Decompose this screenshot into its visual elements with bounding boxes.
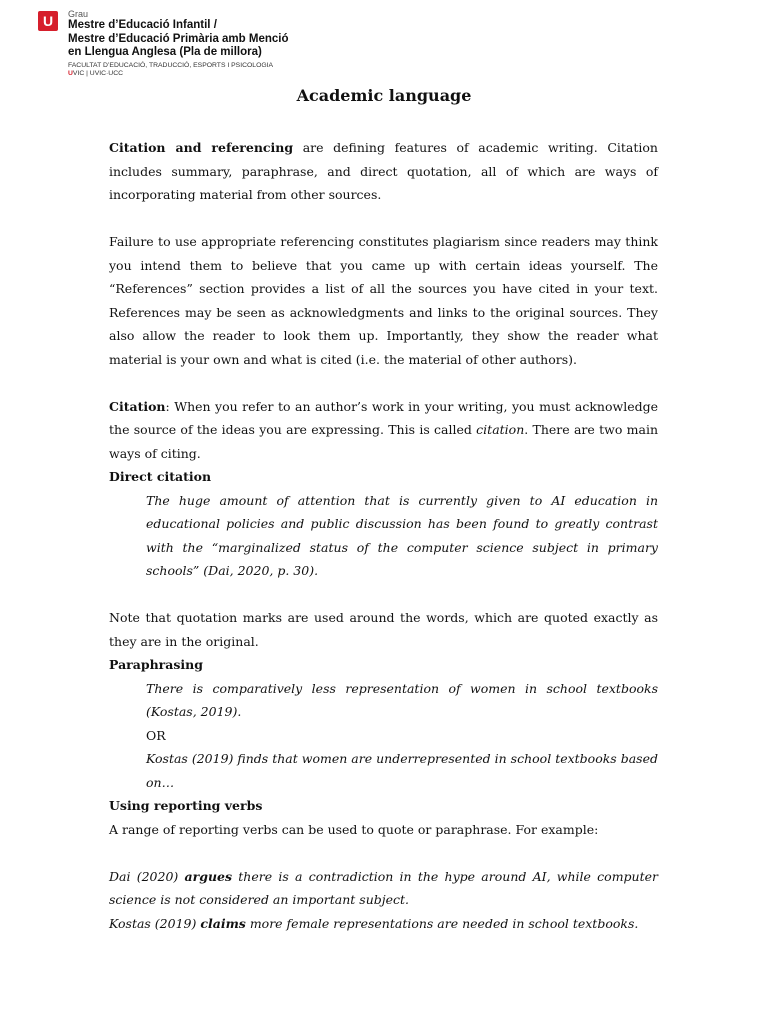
university-name: [68, 70, 338, 78]
program-line-2: Mestre d’Educació Primària amb Menció: [68, 32, 289, 45]
example-text: Kostas (2019): [109, 915, 201, 931]
page-title: Academic language: [296, 86, 472, 105]
paraphrase-or: OR: [146, 727, 166, 743]
quotation-note: Note that quotation marks are used around the words, which are quoted exactly as they are in the original.: [109, 610, 658, 649]
paraphrase-example-1: There is comparatively less representation of women in school textbooks (Kostas, 2019).: [146, 680, 658, 719]
example-text: there is a contradiction in the hype around AI, while computer science is not considered an important subject.: [109, 868, 658, 907]
direct-citation-quote: The huge amount of attention that is currently given to AI education in educational policies and public discussion has been found to greatly contrast with the “marginalized status of the computer science subject in primary schools” (Dai, 2020, p. 30).: [146, 492, 658, 578]
paragraph-text: : When you refer to an author’s work in your writing, you must acknowledge the source of the ideas you are expressing. This is called: [109, 398, 658, 437]
paragraph-text: are defining features of academic writing. Citation includes summary, paraphrase, and direct quotation, all of which are ways of incorporating material from other sources.: [109, 140, 658, 202]
university-logo: U: [38, 11, 58, 31]
paragraph-text: . There are two main ways of citing.: [109, 422, 658, 461]
program-line-1: Mestre d’Educació Infantil /: [68, 19, 217, 31]
example-text: more female representations are needed in school textbooks.: [245, 915, 639, 931]
degree-label: Grau: [68, 9, 89, 19]
paragraph-plagiarism: Failure to use appropriate referencing constitutes plagiarism since readers may think you intend them to believe that you came up with certain ideas yourself. The “References” section provides a list of all the sources you have cited in your text. References may be seen as acknowledgments and links to the original sources. They also allow the reader to look them up. Importantly, they show the reader what material is your own and what is cited (i.e. the material of other authors).: [109, 234, 658, 367]
paragraph-citation-definition: [109, 395, 658, 466]
heading-reporting-verbs: Using reporting verbs: [109, 798, 263, 813]
bold-term: Citation: [109, 398, 166, 414]
program-line-3: en Llengua Anglesa (Pla de millora): [68, 46, 262, 58]
uvic-brand-letter: U: [68, 69, 73, 77]
heading-paraphrasing: Paraphrasing: [109, 657, 203, 672]
paragraph-citation-referencing: [109, 136, 658, 207]
document-body: [109, 136, 658, 935]
reporting-verb: claims: [200, 915, 246, 931]
reporting-example-2: [109, 912, 658, 936]
heading-direct-citation: Direct citation: [109, 469, 212, 484]
faculty-name: FACULTAT D’EDUCACIÓ, TRADUCCIÓ, ESPORTS I PSICOLOGIA: [68, 61, 274, 69]
paraphrase-example-2: Kostas (2019) finds that women are underrepresented in school textbooks based on…: [146, 751, 658, 790]
bold-term: Citation and referencing: [109, 140, 294, 155]
reporting-example-1: [109, 865, 658, 912]
reporting-verb: argues: [184, 868, 233, 884]
header-text: [68, 9, 338, 78]
example-text: Dai (2020): [109, 868, 185, 884]
uvic-brand-rest: VIC | UVIC·UCC: [72, 69, 124, 77]
reporting-intro: A range of reporting verbs can be used to quote or paraphrase. For example:: [109, 821, 599, 837]
italic-term: citation: [476, 422, 525, 437]
